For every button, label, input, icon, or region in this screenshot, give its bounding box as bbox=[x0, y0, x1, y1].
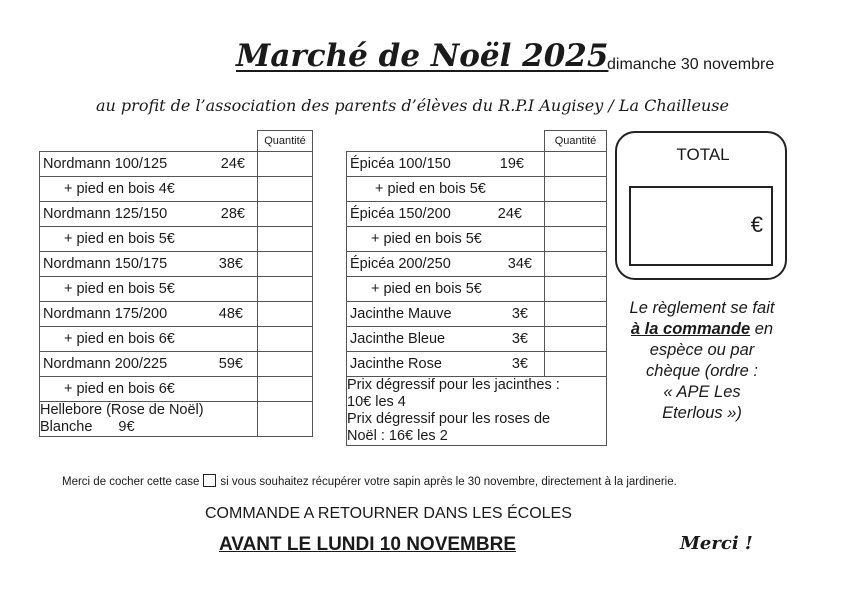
pricing-note: Prix dégressif pour les roses de bbox=[347, 411, 551, 427]
item-name: Blanche bbox=[40, 419, 93, 435]
item-name: Nordmann 100/125 bbox=[43, 156, 168, 172]
table-row bbox=[347, 327, 607, 352]
item-cell bbox=[347, 202, 545, 227]
item-cell bbox=[347, 227, 545, 252]
quantity-cell[interactable] bbox=[258, 177, 313, 202]
table-row bbox=[40, 402, 313, 437]
table-row bbox=[40, 302, 313, 327]
quantity-header: Quantité bbox=[258, 131, 313, 152]
table-row bbox=[40, 377, 313, 402]
table-row bbox=[40, 152, 313, 177]
table-row bbox=[347, 377, 607, 446]
thanks-text: Merci ! bbox=[680, 533, 753, 554]
pricing-note-cell bbox=[347, 377, 607, 446]
table-row bbox=[347, 277, 607, 302]
payment-note bbox=[612, 298, 792, 424]
quantity-cell[interactable] bbox=[258, 152, 313, 177]
table-row bbox=[347, 352, 607, 377]
item-cell bbox=[40, 202, 258, 227]
item-name: + pied en bois 5€ bbox=[371, 281, 482, 297]
table-row bbox=[40, 327, 313, 352]
payment-line: « APE Les bbox=[663, 383, 741, 401]
item-name: + pied en bois 5€ bbox=[64, 281, 175, 297]
pickup-checkbox[interactable] bbox=[203, 474, 216, 487]
quantity-header: Quantité bbox=[545, 131, 607, 152]
pickup-note bbox=[62, 474, 677, 488]
quantity-cell[interactable] bbox=[545, 177, 607, 202]
item-name: + pied en bois 6€ bbox=[64, 331, 175, 347]
total-label: TOTAL bbox=[676, 145, 730, 164]
item-price: 38€ bbox=[218, 256, 243, 272]
item-name: Nordmann 125/150 bbox=[43, 206, 168, 222]
item-cell bbox=[347, 177, 545, 202]
item-name: Épicéa 200/250 bbox=[350, 256, 451, 272]
payment-emphasis: à la commande bbox=[630, 320, 751, 338]
table-row bbox=[40, 202, 313, 227]
item-name: Épicéa 150/200 bbox=[350, 206, 451, 222]
item-cell bbox=[347, 302, 545, 327]
quantity-cell[interactable] bbox=[258, 202, 313, 227]
blank-header bbox=[40, 131, 258, 152]
quantity-cell[interactable] bbox=[545, 352, 607, 377]
item-name: + pied en bois 5€ bbox=[375, 181, 486, 197]
item-name: + pied en bois 4€ bbox=[64, 181, 175, 197]
item-name: + pied en bois 5€ bbox=[371, 231, 482, 247]
payment-line: Eterlous ») bbox=[662, 404, 742, 422]
item-price: 3€ bbox=[511, 331, 528, 347]
item-name: Jacinthe Bleue bbox=[350, 331, 446, 347]
item-name: + pied en bois 6€ bbox=[64, 381, 175, 397]
subtitle: au profit de l’association des parents d’élèves du R.P.I Augisey / La Chailleuse bbox=[96, 96, 729, 115]
item-price: 24€ bbox=[497, 206, 522, 222]
item-cell bbox=[347, 252, 545, 277]
quantity-cell[interactable] bbox=[258, 252, 313, 277]
quantity-cell[interactable] bbox=[258, 352, 313, 377]
deadline: AVANT LE LUNDI 10 NOVEMBRE bbox=[219, 534, 516, 555]
total-box bbox=[615, 131, 787, 280]
payment-line: espèce ou par bbox=[649, 341, 755, 359]
item-cell bbox=[347, 352, 545, 377]
table-row bbox=[347, 177, 607, 202]
item-price: 28€ bbox=[220, 206, 245, 222]
right-order-table bbox=[346, 130, 607, 446]
quantity-cell[interactable] bbox=[545, 277, 607, 302]
event-date: dimanche 30 novembre bbox=[607, 56, 775, 73]
quantity-cell[interactable] bbox=[545, 327, 607, 352]
item-cell bbox=[40, 277, 258, 302]
item-price: 3€ bbox=[511, 306, 528, 322]
item-price: 59€ bbox=[218, 356, 243, 372]
item-price: 24€ bbox=[220, 156, 245, 172]
item-price: 34€ bbox=[507, 256, 532, 272]
item-price: 48€ bbox=[218, 306, 243, 322]
item-cell bbox=[40, 252, 258, 277]
quantity-cell[interactable] bbox=[545, 302, 607, 327]
quantity-cell[interactable] bbox=[545, 202, 607, 227]
quantity-cell[interactable] bbox=[545, 252, 607, 277]
table-row bbox=[40, 352, 313, 377]
table-row bbox=[347, 252, 607, 277]
item-cell bbox=[40, 327, 258, 352]
pricing-note: 10€ les 4 bbox=[347, 394, 406, 410]
item-cell bbox=[40, 152, 258, 177]
quantity-cell[interactable] bbox=[258, 402, 313, 437]
item-name: Épicéa 100/150 bbox=[350, 156, 451, 172]
table-row bbox=[347, 302, 607, 327]
table-row bbox=[40, 277, 313, 302]
table-row bbox=[40, 252, 313, 277]
quantity-cell[interactable] bbox=[258, 277, 313, 302]
item-name: + pied en bois 5€ bbox=[64, 231, 175, 247]
page-title: Marché de Noël 2025 bbox=[236, 38, 609, 74]
item-cell bbox=[40, 377, 258, 402]
quantity-cell[interactable] bbox=[545, 152, 607, 177]
item-cell bbox=[40, 402, 258, 437]
item-cell bbox=[347, 327, 545, 352]
payment-line: chèque (ordre : bbox=[646, 362, 758, 380]
item-cell bbox=[347, 152, 545, 177]
item-name: Nordmann 150/175 bbox=[43, 256, 168, 272]
left-order-table bbox=[39, 130, 313, 437]
quantity-cell[interactable] bbox=[258, 302, 313, 327]
blank-header bbox=[347, 131, 545, 152]
table-row bbox=[347, 152, 607, 177]
item-name: Nordmann 175/200 bbox=[43, 306, 168, 322]
return-text: COMMANDE A RETOURNER DANS LES ÉCOLES bbox=[205, 505, 572, 522]
table-row bbox=[347, 227, 607, 252]
pricing-note: Prix dégressif pour les jacinthes : bbox=[347, 377, 560, 393]
item-name: Nordmann 200/225 bbox=[43, 356, 168, 372]
table-row bbox=[347, 202, 607, 227]
item-cell bbox=[40, 352, 258, 377]
payment-line: Le règlement se fait bbox=[629, 299, 775, 317]
item-name: Hellebore (Rose de Noël) bbox=[40, 402, 204, 418]
total-amount-field[interactable] bbox=[629, 186, 773, 266]
item-price: 3€ bbox=[511, 356, 528, 372]
item-cell bbox=[40, 227, 258, 252]
item-cell bbox=[40, 302, 258, 327]
item-name: Jacinthe Rose bbox=[350, 356, 442, 372]
quantity-cell[interactable] bbox=[545, 227, 607, 252]
quantity-cell[interactable] bbox=[258, 377, 313, 402]
quantity-cell[interactable] bbox=[258, 227, 313, 252]
euro-symbol: € bbox=[750, 212, 763, 237]
payment-line: en bbox=[750, 320, 774, 338]
pickup-note-text: si vous souhaitez récupérer votre sapin après le 30 novembre, directement à la jardinerie. bbox=[220, 476, 677, 488]
item-price: 9€ bbox=[118, 419, 135, 435]
item-cell bbox=[40, 177, 258, 202]
table-row bbox=[40, 227, 313, 252]
pickup-note-text: Merci de cocher cette case bbox=[62, 476, 200, 488]
item-name: Jacinthe Mauve bbox=[350, 306, 452, 322]
quantity-cell[interactable] bbox=[258, 327, 313, 352]
pricing-note: Noël : 16€ les 2 bbox=[347, 428, 448, 444]
item-cell bbox=[347, 277, 545, 302]
table-row bbox=[40, 177, 313, 202]
item-price: 19€ bbox=[499, 156, 524, 172]
